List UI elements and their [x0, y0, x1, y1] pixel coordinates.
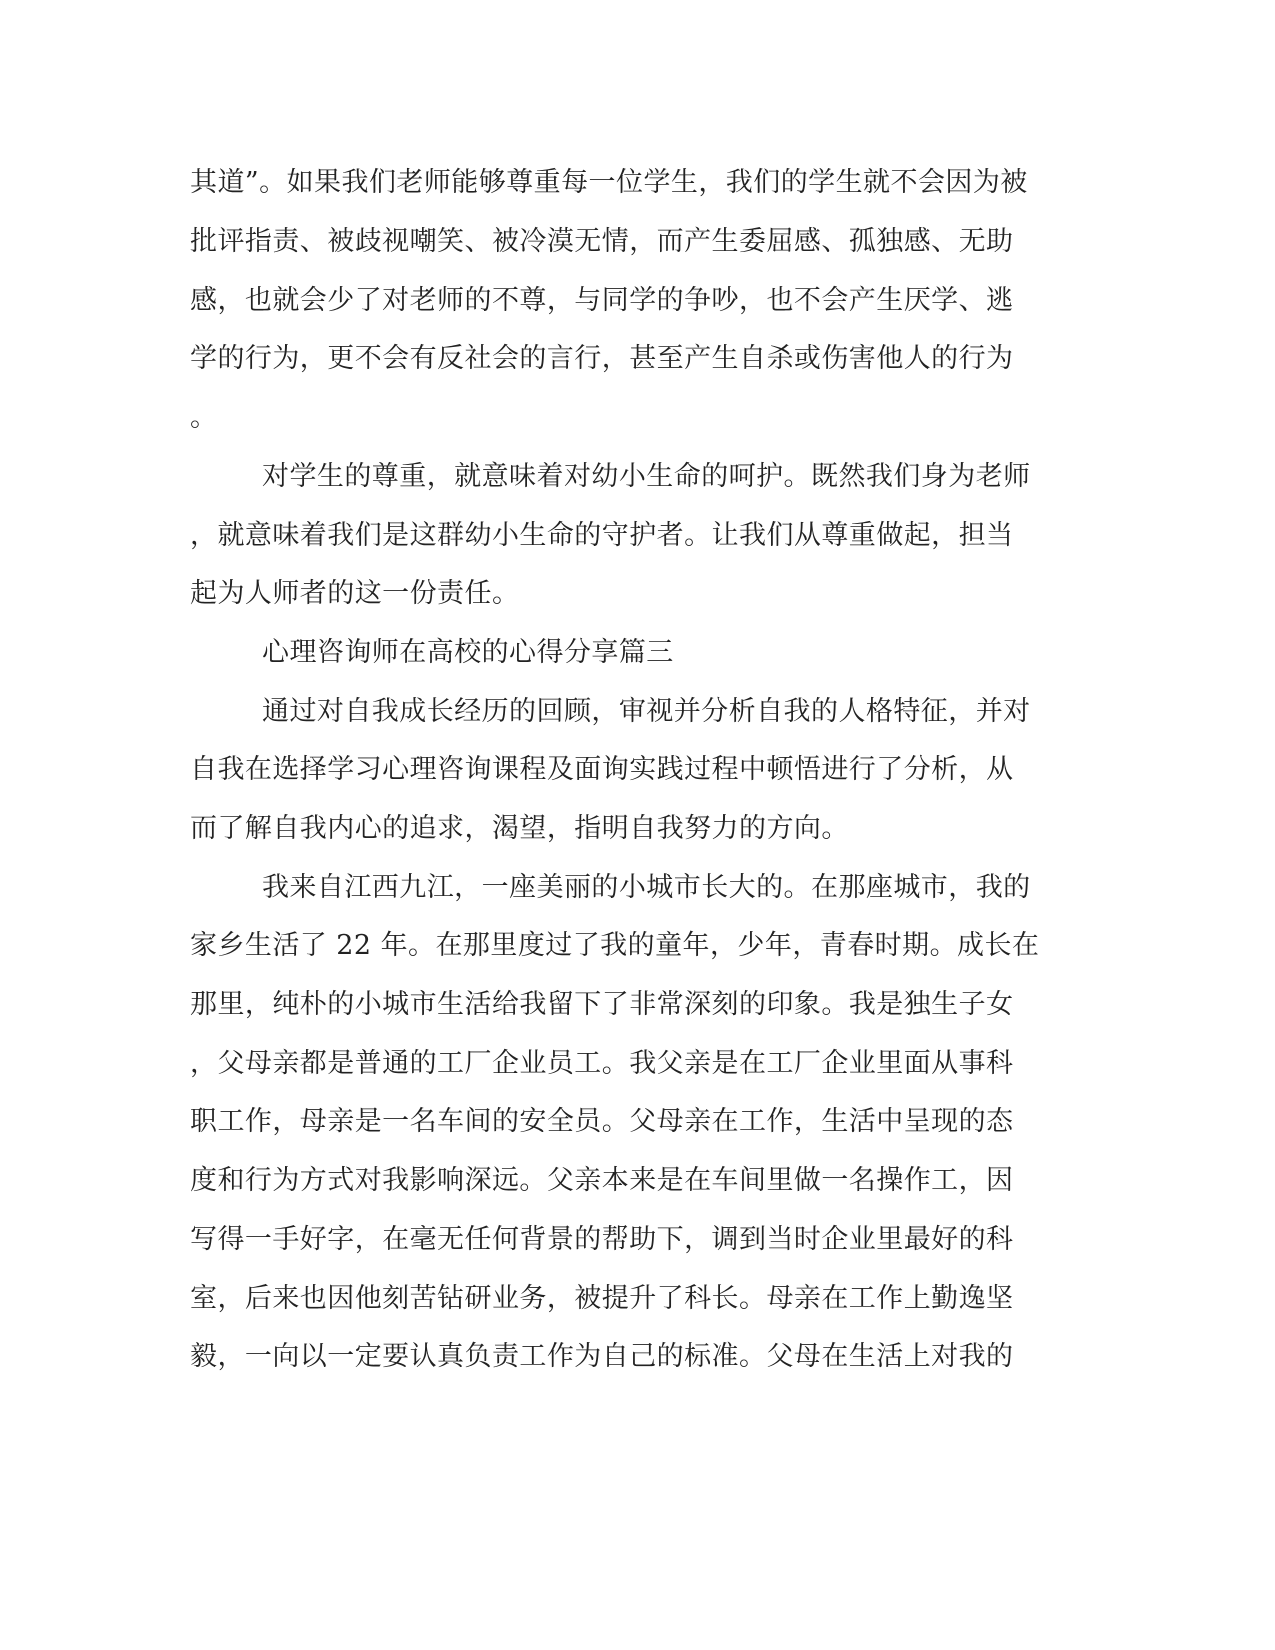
text-line: 。: [190, 402, 218, 433]
text-line: 那里，纯朴的小城市生活给我留下了非常深刻的印象。我是独生子女: [190, 989, 1014, 1020]
text-line: 感，也就会少了对老师的不尊，与同学的争吵，也不会产生厌学、逃: [190, 285, 1014, 316]
text-line: ，就意味着我们是这群幼小生命的守护者。让我们从尊重做起，担当: [190, 520, 1014, 551]
text-line: 自我在选择学习心理咨询课程及面询实践过程中顿悟进行了分析，从: [190, 754, 1014, 785]
text-line: 批评指责、被歧视嘲笑、被冷漠无情，而产生委屈感、孤独感、无助: [190, 226, 1014, 257]
text-line: 写得一手好字，在毫无任何背景的帮助下，调到当时企业里最好的科: [190, 1224, 1014, 1255]
text-line: 职工作，母亲是一名车间的安全员。父母亲在工作，生活中呈现的态: [190, 1106, 1014, 1137]
text-line: ，父母亲都是普通的工厂企业员工。我父亲是在工厂企业里面从事科: [190, 1048, 1014, 1079]
text-line: 我来自江西九江，一座美丽的小城市长大的。在那座城市，我的: [262, 872, 1031, 903]
text-line: 度和行为方式对我影响深远。父亲本来是在车间里做一名操作工，因: [190, 1165, 1014, 1196]
text-line: 室，后来也因他刻苦钻研业务，被提升了科长。母亲在工作上勤逸坚: [190, 1283, 1014, 1314]
text-line: 起为人师者的这一份责任。: [190, 578, 520, 609]
text-line: 通过对自我成长经历的回顾，审视并分析自我的人格特征，并对: [262, 696, 1031, 727]
text-line: 毅，一向以一定要认真负责工作为自己的标准。父母在生活上对我的: [190, 1341, 1014, 1372]
text-line: 家乡生活了 22 年。在那里度过了我的童年，少年，青春时期。成长在: [190, 930, 1040, 961]
text-line: 而了解自我内心的追求，渴望，指明自我努力的方向。: [190, 813, 849, 844]
text-line: 对学生的尊重，就意味着对幼小生命的呵护。既然我们身为老师: [262, 461, 1031, 492]
section-heading: 心理咨询师在高校的心得分享篇三: [262, 637, 674, 668]
text-line: 其道”。如果我们老师能够尊重每一位学生，我们的学生就不会因为被: [190, 167, 1028, 198]
text-line: 学的行为，更不会有反社会的言行，甚至产生自杀或伤害他人的行为: [190, 343, 1014, 374]
